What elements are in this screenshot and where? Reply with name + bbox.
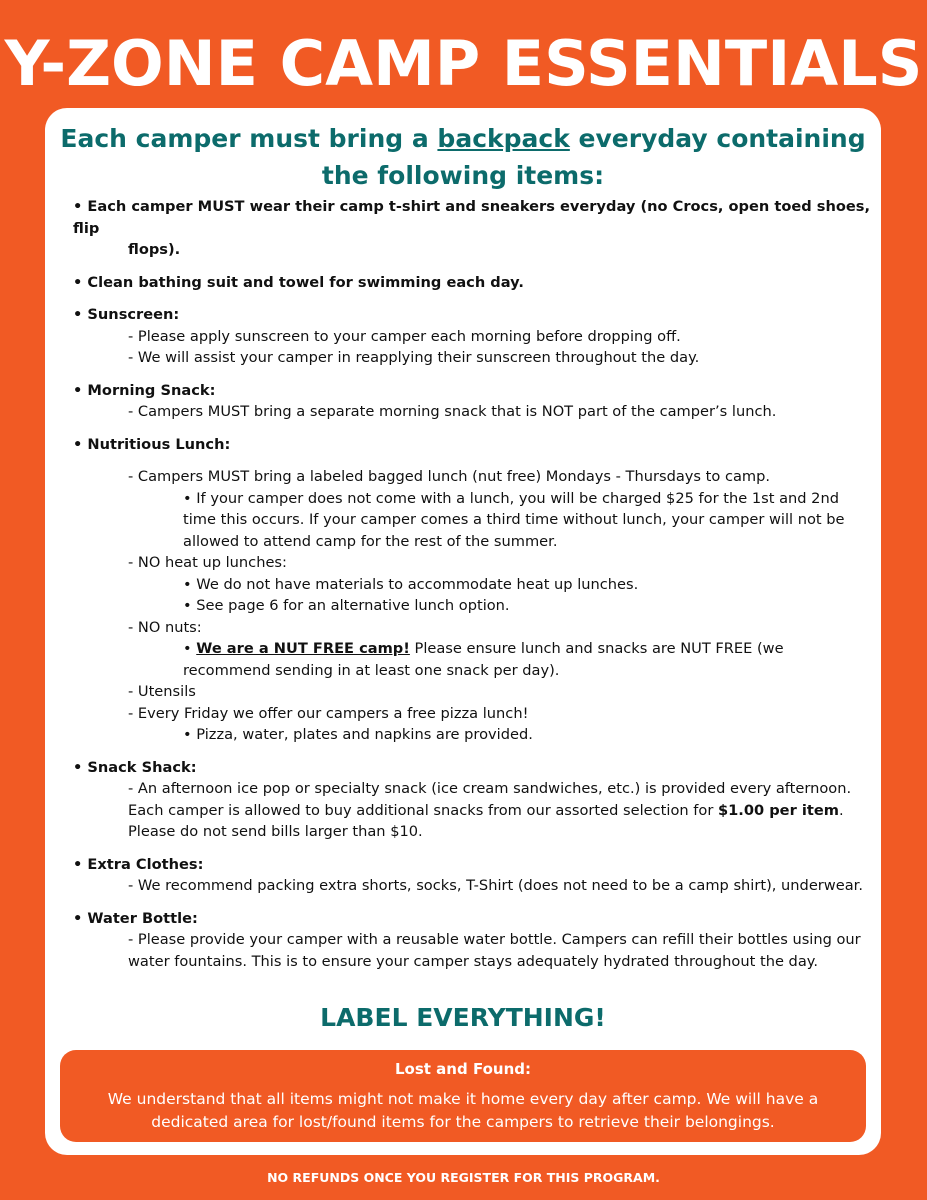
water-bottle-point: - Please provide your camper with a reusable water bottle. Campers can refill their bottles using our water fountains. This is to ensure your camper stays adequately hydrated throughout the day.	[128, 931, 861, 970]
morning-snack-label: • Morning Snack:	[73, 381, 216, 399]
lunch-point-4: - Utensils	[128, 683, 196, 700]
lost-and-found-box	[60, 1050, 866, 1142]
snack-price: $1.00 per item	[717, 801, 839, 819]
morning-snack-point: - Campers MUST bring a separate morning snack that is NOT part of the camper’s lunch.	[128, 403, 777, 420]
headline-backpack: backpack	[437, 124, 570, 153]
page-title: Y-ZONE CAMP ESSENTIALS	[4, 27, 923, 100]
lunch-point-2: - NO heat up lunches:	[128, 554, 287, 571]
lunch-point-3: - NO nuts:	[128, 618, 202, 636]
headline-end: everyday containing the following items:	[321, 124, 866, 190]
lunch-point-2a: • We do not have materials to accommodate heat up lunches.	[183, 575, 639, 593]
nut-bullet: •	[183, 640, 197, 657]
lost-and-found-title: Lost and Found:	[395, 1060, 531, 1078]
headline	[45, 120, 881, 194]
nut-free-emphasis: We are a NUT FREE camp!	[196, 640, 410, 657]
lunch-point-5a: • Pizza, water, plates and napkins are provided.	[183, 726, 533, 743]
water-bottle-label: • Water Bottle:	[73, 909, 198, 927]
sunscreen-label: • Sunscreen:	[73, 306, 180, 323]
snack-shack-text: - An afternoon ice pop or specialty snack (ice cream sandwiches, etc.) is provided every afternoon. Each camper is allowed to buy additional snacks from our assorted selection for	[128, 780, 852, 819]
lost-and-found-text: We understand that all items might not make it home every day after camp. We will have a dedicated area for lost/found items for the campers to retrieve their belongings.	[107, 1090, 819, 1131]
lunch-label: • Nutritious Lunch:	[73, 435, 231, 453]
list-item-shirt	[73, 196, 873, 261]
headline-start: Each camper must bring a	[60, 124, 438, 153]
lunch-point-1a: • If your camper does not come with a lunch, you will be charged $25 for the 1st and 2nd time this occurs. If your camper comes a third time without lunch, your camper will not be allowed to attend camp for the rest of the summer.	[183, 489, 845, 550]
extra-clothes-point: - We recommend packing extra shorts, socks, T-Shirt (does not need to be a camp shirt), underwear.	[128, 877, 863, 894]
content-card	[45, 108, 881, 1155]
nut-free-rest: Please ensure lunch and snacks are NUT FREE (we recommend sending in at least one snack per day).	[183, 640, 784, 679]
sunscreen-point-1: - Please apply sunscreen to your camper each morning before dropping off.	[128, 327, 681, 345]
extra-clothes-label: • Extra Clothes:	[73, 855, 204, 873]
list-item-bathing: • Clean bathing suit and towel for swimming each day.	[73, 273, 524, 291]
list-item-lunch	[73, 434, 873, 746]
snack-shack-text-end: . Please do not send bills larger than $10.	[128, 801, 844, 840]
label-everything-heading: LABEL EVERYTHING!	[320, 1003, 606, 1032]
lunch-point-2b: • See page 6 for an alternative lunch option.	[183, 597, 510, 614]
lunch-point-1: - Campers MUST bring a labeled bagged lunch (nut free) Mondays - Thursdays to camp.	[128, 468, 771, 485]
footer-notice: NO REFUNDS ONCE YOU REGISTER FOR THIS PROGRAM.	[267, 1170, 660, 1185]
lunch-point-5: - Every Friday we offer our campers a free pizza lunch!	[128, 704, 529, 722]
shirt-line-1: • Each camper MUST wear their camp t-shirt and sneakers everyday (no Crocs, open toed shoes, flip	[73, 198, 871, 237]
essentials-list	[73, 196, 873, 972]
list-item-extra-clothes	[73, 854, 873, 897]
list-item-morning-snack	[73, 380, 873, 423]
list-item-sunscreen	[73, 304, 873, 369]
lunch-point-3a	[73, 638, 873, 681]
list-item-water-bottle	[73, 908, 873, 973]
snack-shack-label: • Snack Shack:	[73, 758, 197, 776]
shirt-line-2: flops).	[128, 241, 181, 258]
list-item-snack-shack	[73, 757, 873, 843]
sunscreen-point-2: - We will assist your camper in reapplying their sunscreen throughout the day.	[128, 349, 700, 366]
snack-shack-point	[73, 778, 873, 843]
